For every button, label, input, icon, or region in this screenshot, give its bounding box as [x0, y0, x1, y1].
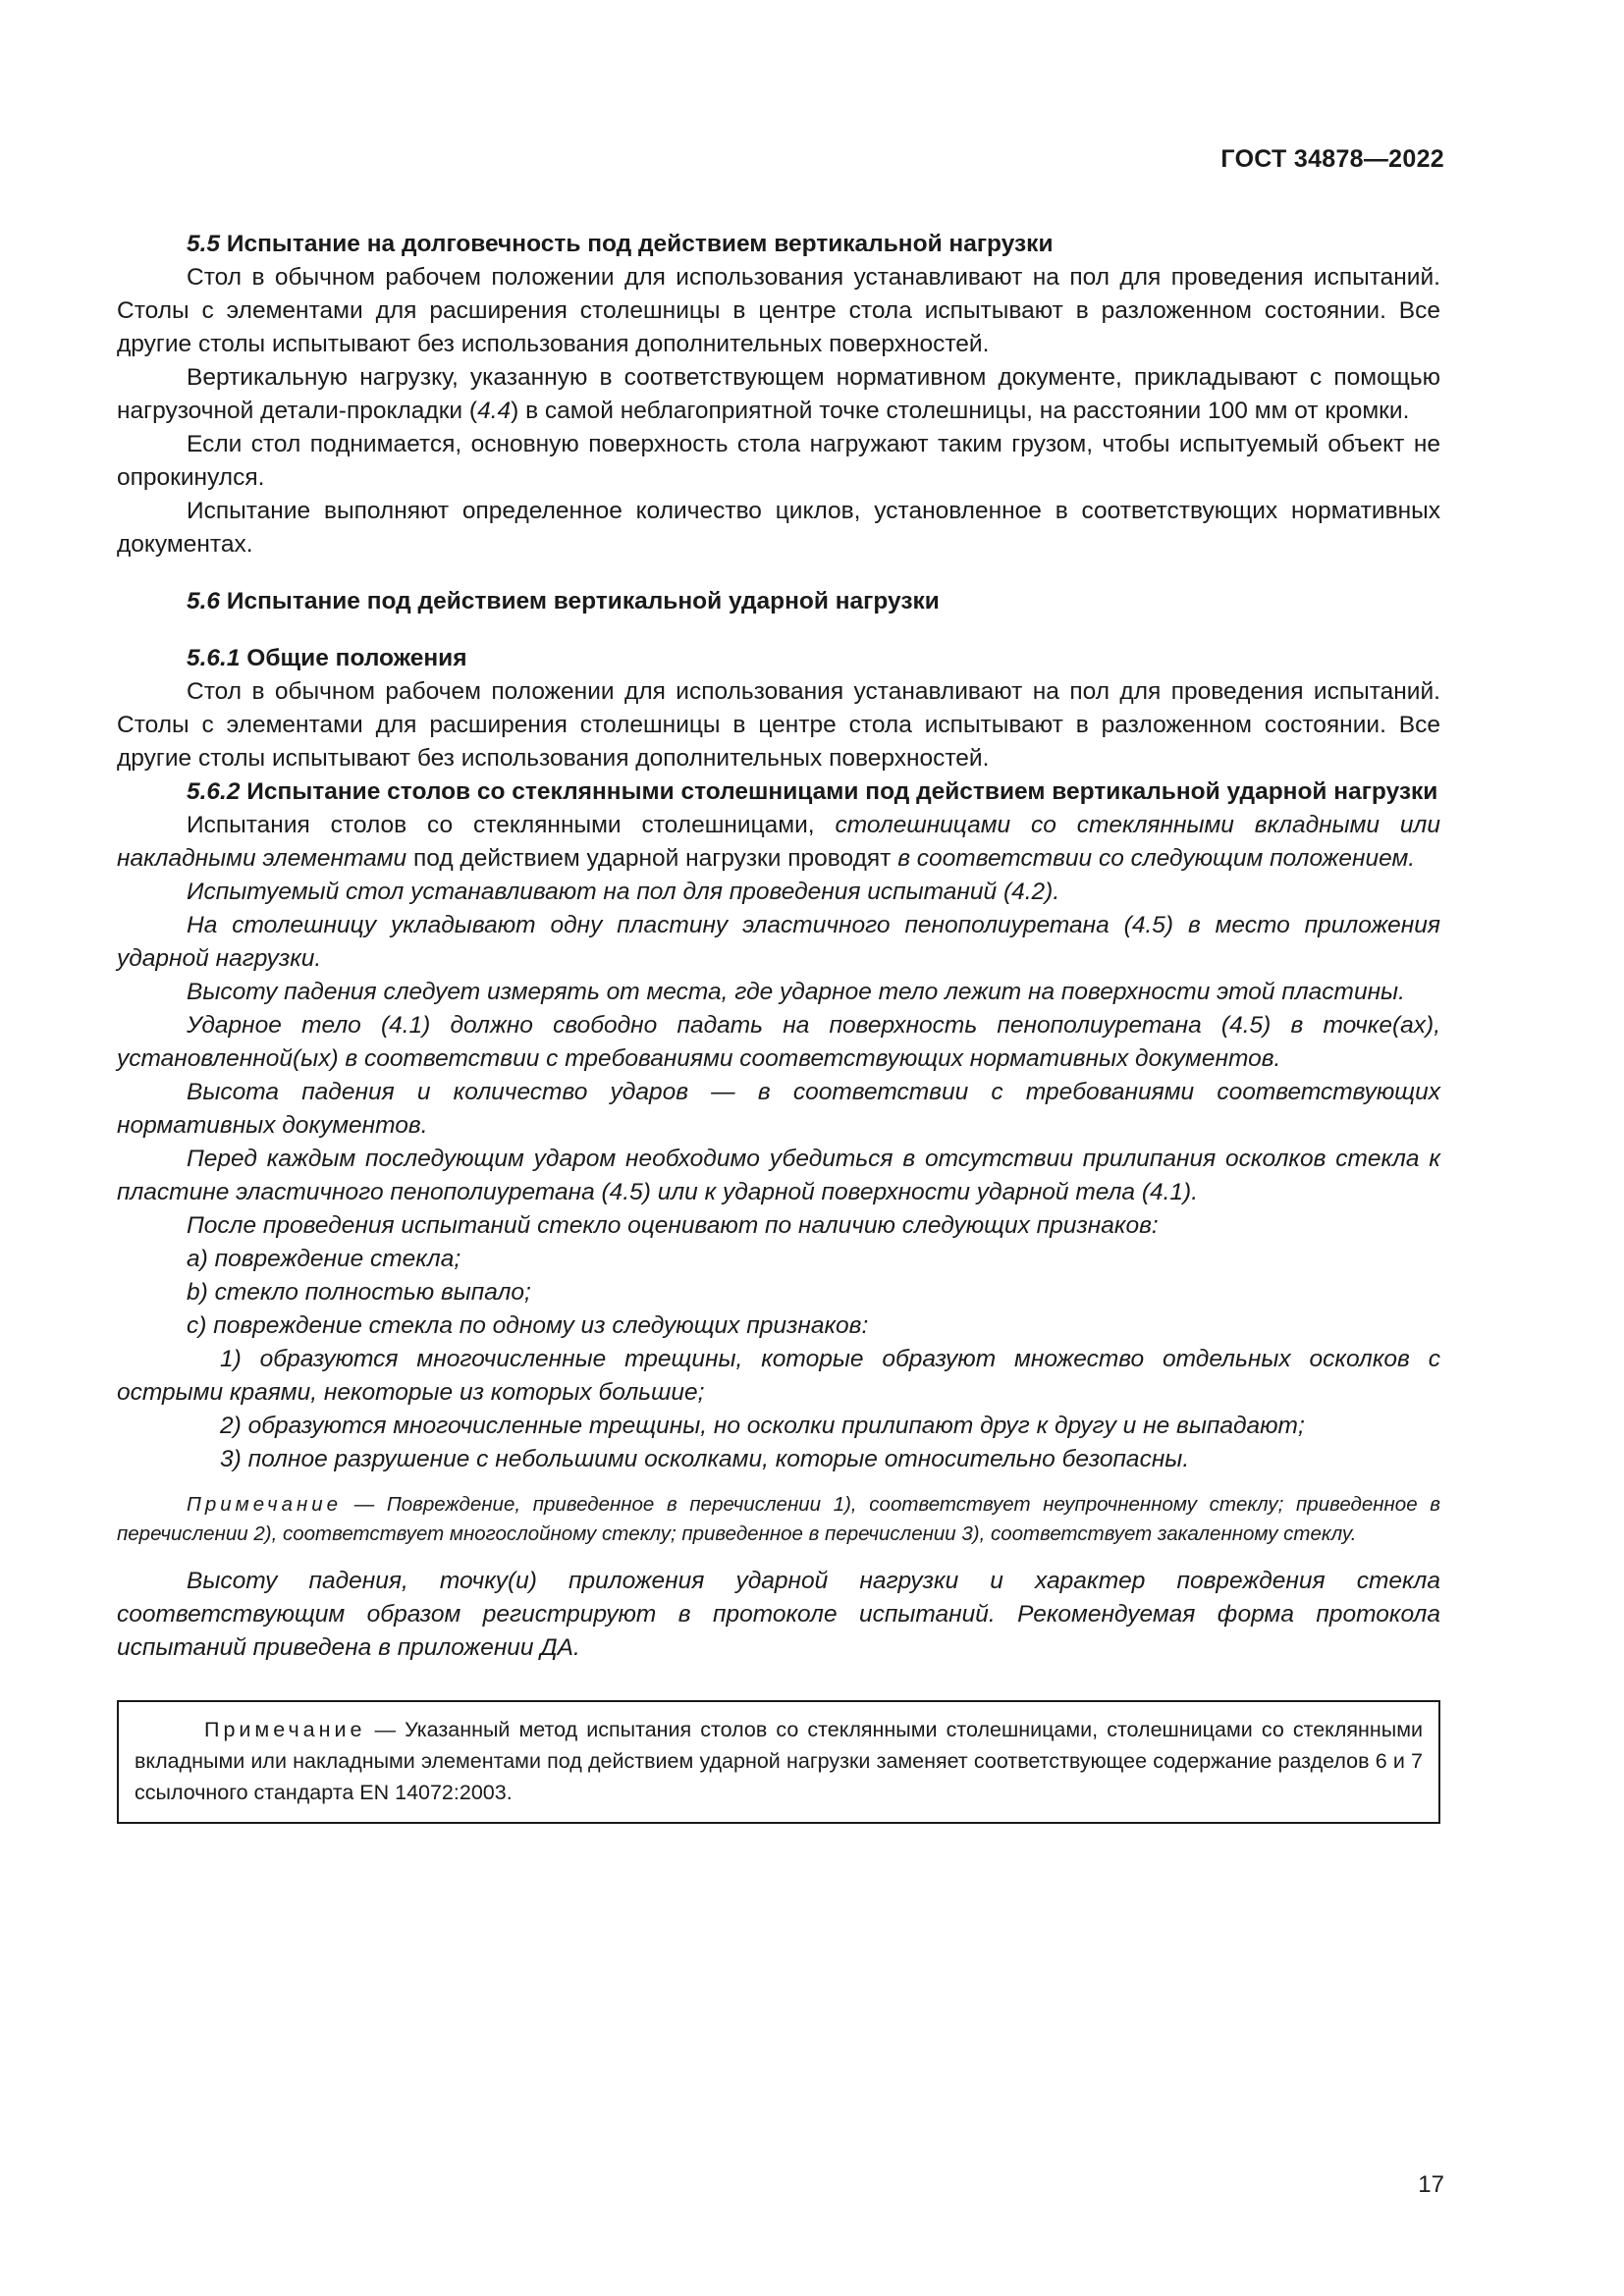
section-5-6-heading: [117, 585, 1440, 618]
text-run-italic: столешницами со стеклянными вкладными или накладными элементами: [117, 812, 1440, 872]
paragraph: После проведения испытаний стекло оценивают по наличию следующих признаков:: [187, 1212, 1159, 1239]
sub-list-item: 2) образуются многочисленные трещины, но осколки прилипают друг к другу и не выпадают;: [220, 1413, 1305, 1439]
section-title: Испытание столов со стеклянными столешницами под действием вертикальной ударной нагрузки: [240, 778, 1438, 805]
paragraph: Высоту падения, точку(и) приложения ударной нагрузки и характер повреждения стекла соответствующим образом регистрируют в протоколе испытаний. Рекомендуемая форма протокола испытаний приведена в приложении ДА.: [117, 1568, 1440, 1661]
note-label: Примечание: [204, 1718, 366, 1741]
text-run: ) в самой неблагоприятной точке столешницы, на расстоянии 100 мм от кромки.: [511, 398, 1410, 424]
paragraph: Если стол поднимается, основную поверхность стола нагружают таким грузом, чтобы испытуемый объект не опрокинулся.: [117, 431, 1440, 491]
section-5-5-heading: [117, 228, 1440, 261]
clause-reference: 4.4: [477, 398, 512, 424]
document-body: [117, 228, 1440, 1824]
paragraph: Высота падения и количество ударов — в соответствии с требованиями соответствующих нормативных документов.: [117, 1079, 1440, 1139]
text-run: Испытания столов со стеклянными столешницами,: [187, 812, 836, 838]
paragraph: На столешницу укладывают одну пластину эластичного пенополиуретана (4.5) в место приложения ударной нагрузки.: [117, 912, 1440, 972]
section-5-6-2-heading: [117, 775, 1440, 809]
text-run: под действием ударной нагрузки проводят: [406, 845, 898, 872]
page-number: 17: [1418, 2171, 1444, 2198]
sub-list-item: 1) образуются многочисленные трещины, которые образуют множество отдельных осколков с острыми краями, некоторые из которых большие;: [117, 1346, 1440, 1406]
inline-note: [117, 1490, 1440, 1549]
section-number: 5.6.2: [187, 778, 241, 805]
paragraph: Ударное тело (4.1) должно свободно падать на поверхность пенополиуретана (4.5) в точке(ах), установленной(ых) в соответствии с требованиями соответствующих нормативных документов.: [117, 1012, 1440, 1072]
sub-list-item: 3) полное разрушение с небольшими осколками, которые относительно безопасны.: [220, 1446, 1190, 1472]
section-title: Испытание на долговечность под действием вертикальной нагрузки: [220, 231, 1054, 257]
paragraph: Перед каждым последующим ударом необходимо убедиться в отсутствии прилипания осколков стекла к пластине эластичного пенополиуретана (4.5) или к ударной поверхности ударной тела (4.1).: [117, 1146, 1440, 1205]
list-item: a) повреждение стекла;: [187, 1246, 461, 1272]
note-text: — Повреждение, приведенное в перечислении 1), соответствует неупрочненному стеклу; приведенное в перечислении 2), соответствует многослойному стеклу; приведенное в перечислении 3), соответствует закаленному стеклу.: [117, 1493, 1440, 1545]
section-number: 5.6: [187, 588, 221, 614]
boxed-note: [117, 1700, 1440, 1824]
section-5-6-1-heading: [117, 642, 1440, 675]
note-text: — Указанный метод испытания столов со стеклянными столешницами, столешницами со стеклянными вкладными или накладными элементами под действием ударной нагрузки заменяет соответствующее содержание разделов 6 и 7 ссылочного стандарта EN 14072:2003.: [135, 1718, 1423, 1804]
list-item: c) повреждение стекла по одному из следующих признаков:: [187, 1312, 869, 1339]
section-title: Испытание под действием вертикальной ударной нагрузки: [220, 588, 940, 614]
text-run: Вертикальную нагрузку, указанную в соответствующем нормативном документе, прикладывают с помощью нагрузочной детали-прокладки (: [117, 364, 1440, 424]
paragraph: Стол в обычном рабочем положении для использования устанавливают на пол для проведения испытаний. Столы с элементами для расширения столешницы в центре стола испытывают в разложенном состоянии. Все другие столы испытывают без использования дополнительных поверхностей.: [117, 678, 1440, 772]
section-number: 5.5: [187, 231, 221, 257]
document-id-header: ГОСТ 34878—2022: [1220, 145, 1444, 173]
paragraph: Высоту падения следует измерять от места, где ударное тело лежит на поверхности этой пластины.: [187, 979, 1405, 1005]
section-number: 5.6.1: [187, 645, 241, 671]
paragraph: Стол в обычном рабочем положении для использования устанавливают на пол для проведения испытаний. Столы с элементами для расширения столешницы в центре стола испытывают в разложенном состоянии. Все другие столы испытывают без использования дополнительных поверхностей.: [117, 264, 1440, 357]
note-label: Примечание: [187, 1493, 343, 1516]
section-title: Общие положения: [240, 645, 467, 671]
paragraph: Испытуемый стол устанавливают на пол для проведения испытаний (4.2).: [187, 879, 1060, 905]
text-run-italic: в соответствии со следующим положением.: [897, 845, 1416, 872]
paragraph: [117, 809, 1440, 876]
list-item: b) стекло полностью выпало;: [187, 1279, 531, 1306]
paragraph: [117, 361, 1440, 428]
paragraph: Испытание выполняют определенное количество циклов, установленное в соответствующих нормативных документах.: [117, 498, 1440, 558]
